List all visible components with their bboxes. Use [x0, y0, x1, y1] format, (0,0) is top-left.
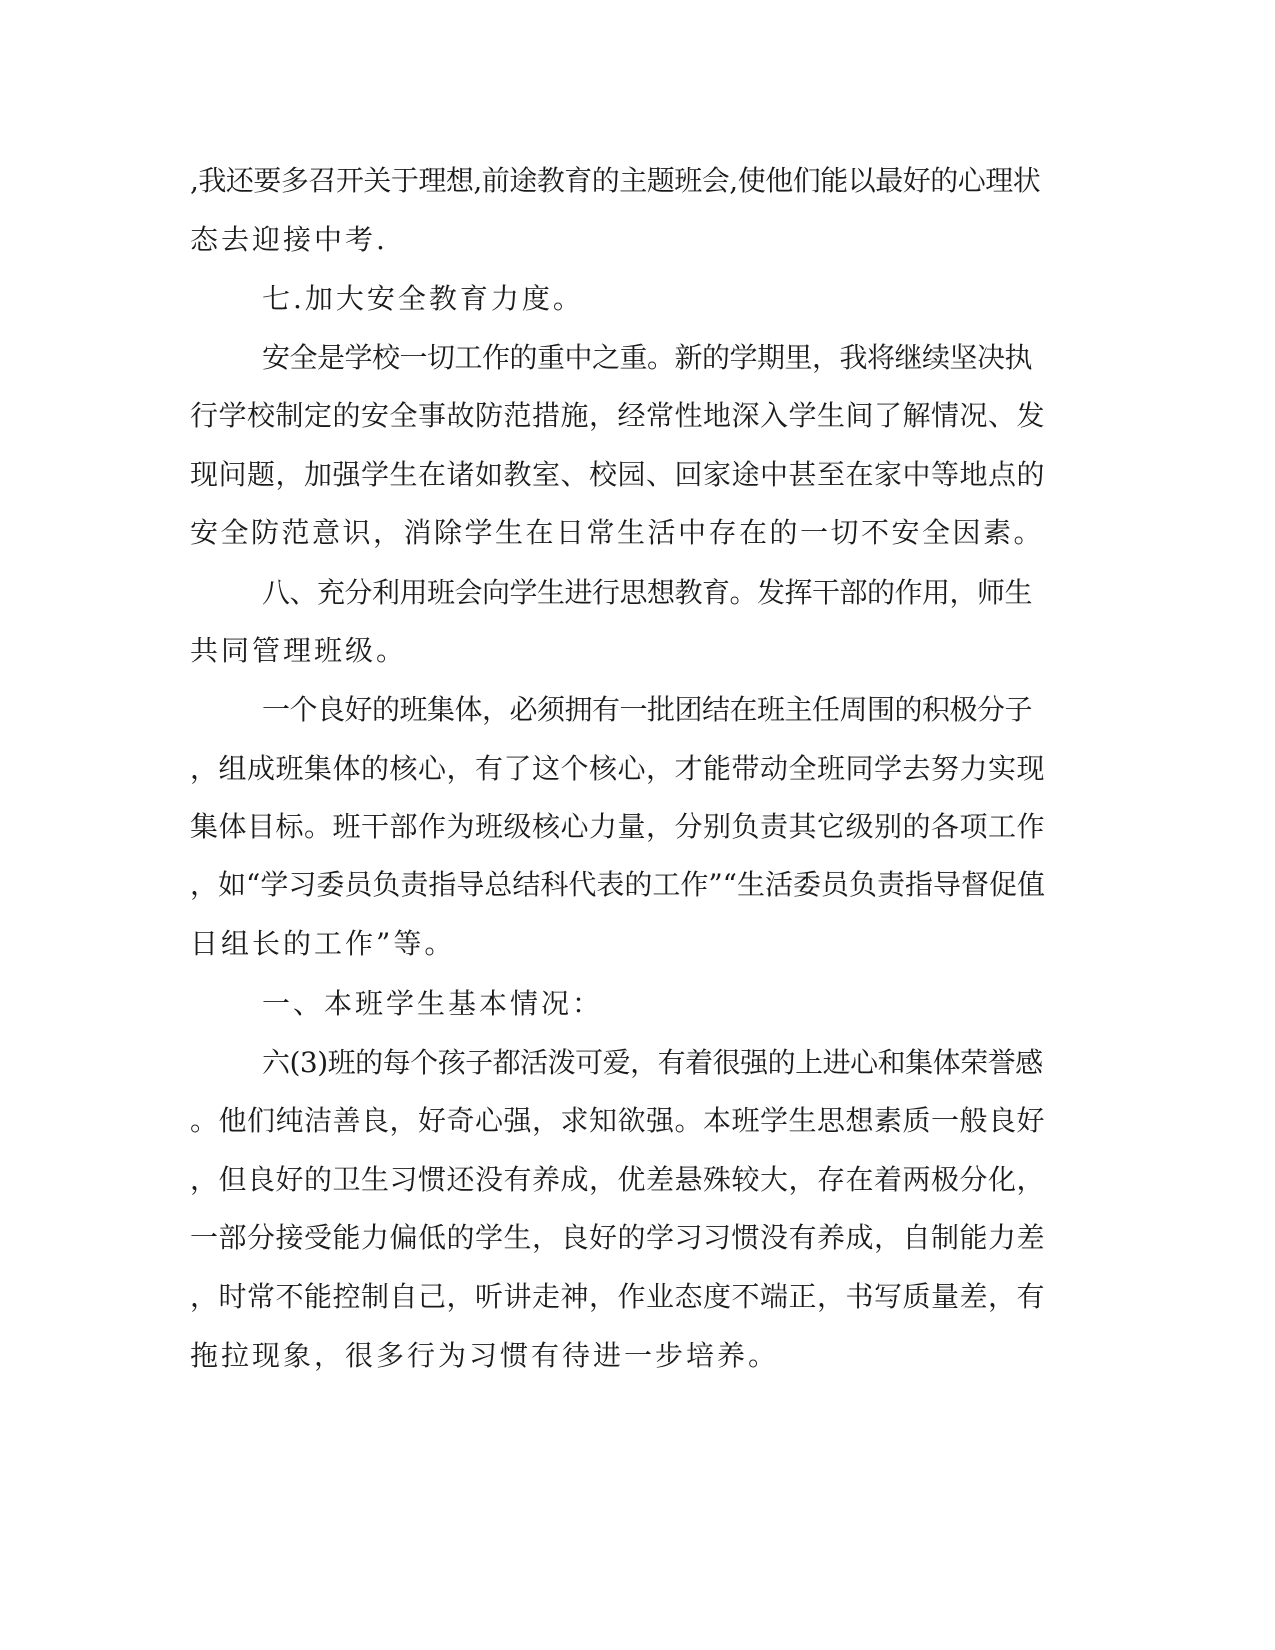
- text-line: ，组成班集体的核心，有了这个核心，才能带动全班同学去努力实现: [190, 752, 1046, 785]
- section-heading: 一、本班学生基本情况：: [262, 987, 604, 1020]
- section-heading: 八、充分利用班会向学生进行思想教育。发挥干部的作用，师生: [262, 576, 1033, 609]
- text-line: ，时常不能控制自己，听讲走神，作业态度不端正，书写质量差，有: [190, 1280, 1046, 1313]
- text-line: ，如“学习委员负责指导总结科代表的工作”“生活委员负责指导督促值: [190, 868, 1045, 901]
- text-line: 。他们纯洁善良，好奇心强，求知欲强。本班学生思想素质一般良好: [190, 1104, 1046, 1137]
- text-line: ，但良好的卫生习惯还没有养成，优差悬殊较大，存在着两极分化，: [190, 1163, 1046, 1196]
- text-line: ,我还要多召开关于理想,前途教育的主题班会,使他们能以最好的心理状: [190, 164, 1041, 197]
- text-line: 拖拉现象，很多行为习惯有待进一步培养。: [190, 1339, 780, 1372]
- text-line: 行学校制定的安全事故防范措施，经常性地深入学生间了解情况、发: [190, 399, 1046, 432]
- text-line: 共同管理班级。: [190, 634, 408, 667]
- text-line: 安全防范意识，消除学生在日常生活中存在的一切不安全因素。: [190, 516, 1045, 549]
- text-line: 一部分接受能力偏低的学生，良好的学习习惯没有养成，自制能力差: [190, 1221, 1046, 1254]
- text-line: 六(3)班的每个孩子都活泼可爱，有着很强的上进心和集体荣誉感: [262, 1046, 1043, 1079]
- text-line: 安全是学校一切工作的重中之重。新的学期里，我将继续坚决执: [262, 341, 1033, 374]
- text-line: 一个良好的班集体，必须拥有一批团结在班主任周围的积极分子: [262, 693, 1033, 726]
- text-line: 日组长的工作”等。: [190, 927, 456, 960]
- text-line: 集体目标。班干部作为班级核心力量，分别负责其它级别的各项工作: [190, 810, 1046, 843]
- text-line: 现问题，加强学生在诸如教室、校园、回家途中甚至在家中等地点的: [190, 458, 1046, 491]
- text-line: 态去迎接中考.: [190, 223, 388, 256]
- section-heading: 七.加大安全教育力度。: [262, 282, 584, 315]
